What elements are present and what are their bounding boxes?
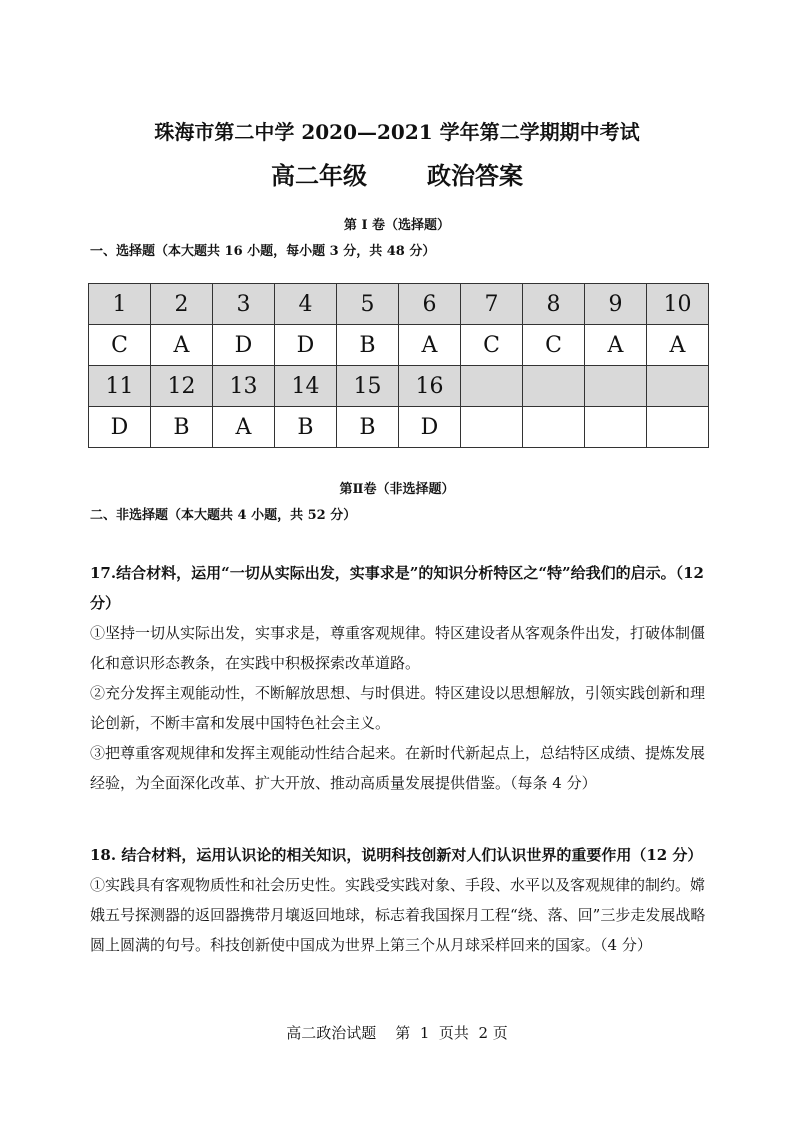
- part1-heading: 第 I 卷（选择题）: [343, 218, 451, 233]
- answer-cell: D: [399, 407, 461, 448]
- answer-cell: A: [151, 325, 213, 366]
- question-number-cell: 11: [89, 366, 151, 407]
- page-footer: [0, 1022, 794, 1043]
- question-17-point: ②充分发挥主观能动性，不断解放思想、与时俱进。特区建设以思想解放，引领实践创新和理论创新，不断丰富和发展中国特色社会主义。: [90, 684, 706, 732]
- answer-row: [89, 407, 709, 448]
- answer-cell: A: [647, 325, 709, 366]
- question-number-cell: 12: [151, 366, 213, 407]
- question-number-cell: 1: [89, 284, 151, 325]
- question-number-row: [89, 366, 709, 407]
- question-number-cell: 4: [275, 284, 337, 325]
- answer-cell: [647, 407, 709, 448]
- footer-text: 高二政治试题 第 1 页共 2 页: [286, 1024, 508, 1042]
- part2-instruction: 二、非选择题（本大题共 4 小题，共 52 分）: [90, 508, 357, 523]
- question-number-cell: 8: [523, 284, 585, 325]
- answer-cell: B: [151, 407, 213, 448]
- question-18-title: 18. 结合材料，运用认识论的相关知识，说明科技创新对人们认识世界的重要作用（12 分）: [90, 846, 703, 864]
- question-number-cell: 15: [337, 366, 399, 407]
- answer-cell: C: [523, 325, 585, 366]
- part1-instruction: 一、选择题（本大题共 16 小题，每小题 3 分，共 48 分）: [90, 244, 436, 259]
- subject-label: 政治答案: [427, 161, 523, 190]
- question-18: [90, 840, 706, 960]
- question-number-row: [89, 284, 709, 325]
- answer-cell: [523, 407, 585, 448]
- answer-cell: A: [399, 325, 461, 366]
- answer-row: [89, 325, 709, 366]
- question-17-point: ①坚持一切从实际出发，实事求是，尊重客观规律。特区建设者从客观条件出发，打破体制僵化和意识形态教条，在实践中积极探索改革道路。: [90, 624, 706, 672]
- question-number-cell: 6: [399, 284, 461, 325]
- question-number-cell: 7: [461, 284, 523, 325]
- answer-cell: C: [89, 325, 151, 366]
- question-18-point: ①实践具有客观物质性和社会历史性。实践受实践对象、手段、水平以及客观规律的制约。嫦娥五号探测器的返回器携带月壤返回地球，标志着我国探月工程“绕、落、回”三步走发展战略圆上圆满的句号。科技创新使中国成为世界上第三个从月球采样回来的国家。（4 分）: [90, 876, 706, 954]
- question-number-cell: [523, 366, 585, 407]
- question-number-cell: 3: [213, 284, 275, 325]
- question-17-title: 17.结合材料，运用“一切从实际出发，实事求是”的知识分析特区之“特”给我们的启示。（12 分）: [90, 564, 704, 612]
- answer-cell: A: [213, 407, 275, 448]
- question-number-cell: 9: [585, 284, 647, 325]
- answer-cell: C: [461, 325, 523, 366]
- question-17-point: ③把尊重客观规律和发挥主观能动性结合起来。在新时代新起点上，总结特区成绩、提炼发展经验，为全面深化改革、扩大开放、推动高质量发展提供借鉴。（每条 4 分）: [90, 744, 706, 792]
- question-number-cell: 13: [213, 366, 275, 407]
- grade-label: 高二年级: [271, 161, 367, 190]
- part2-heading: 第Ⅱ卷（非选择题）: [339, 482, 455, 497]
- question-number-cell: 10: [647, 284, 709, 325]
- answer-cell: B: [275, 407, 337, 448]
- exam-subtitle: [0, 156, 794, 191]
- question-number-cell: 2: [151, 284, 213, 325]
- question-number-cell: [461, 366, 523, 407]
- question-number-cell: [647, 366, 709, 407]
- answer-cell: D: [89, 407, 151, 448]
- answer-cell: [585, 407, 647, 448]
- question-17: [90, 558, 706, 798]
- question-number-cell: [585, 366, 647, 407]
- answer-cell: D: [213, 325, 275, 366]
- answer-cell: D: [275, 325, 337, 366]
- answer-cell: [461, 407, 523, 448]
- exam-title: 珠海市第二中学 2020—2021 学年第二学期期中考试: [154, 120, 640, 144]
- answer-cell: A: [585, 325, 647, 366]
- answer-table: [88, 283, 709, 448]
- question-number-cell: 5: [337, 284, 399, 325]
- question-number-cell: 14: [275, 366, 337, 407]
- answer-cell: B: [337, 407, 399, 448]
- answer-cell: B: [337, 325, 399, 366]
- question-number-cell: 16: [399, 366, 461, 407]
